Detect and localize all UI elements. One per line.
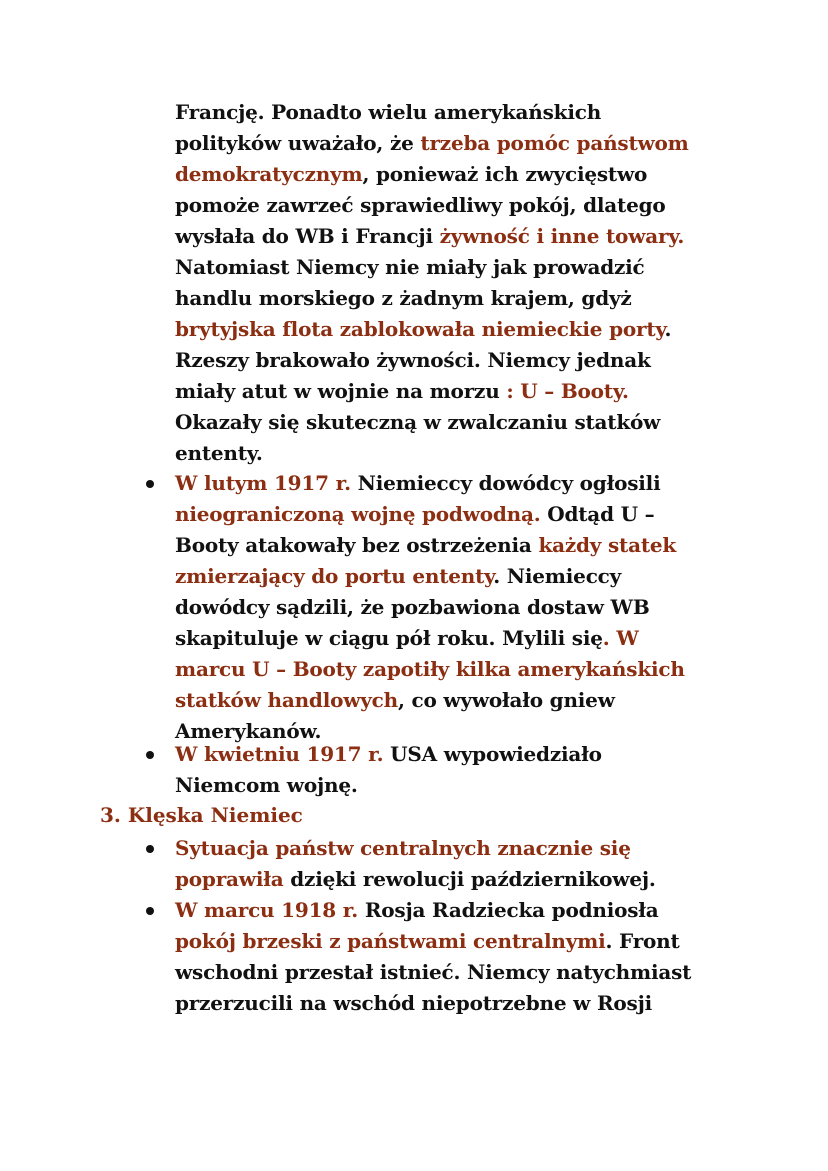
text-line <box>175 499 735 530</box>
highlighted-text: W kwietniu 1917 r. <box>175 742 384 766</box>
body-text: Amerykanów. <box>175 719 322 743</box>
text-line <box>175 988 735 1019</box>
body-text: Rzeszy brakowało żywności. Niemcy jednak <box>175 348 651 372</box>
bullet-item-sytuacja <box>175 833 735 895</box>
text-line <box>175 314 735 345</box>
text-line <box>175 190 735 221</box>
bullet-text <box>175 895 735 1019</box>
body-text: ententy. <box>175 441 263 465</box>
body-text: . Niemieccy <box>493 564 622 588</box>
intro-paragraph <box>175 97 735 469</box>
highlighted-text: : U – Booty. <box>506 379 629 403</box>
text-line <box>175 685 735 716</box>
body-text: . <box>664 317 672 341</box>
bullet-text <box>175 833 735 895</box>
text-line <box>175 957 735 988</box>
text-line <box>175 97 735 128</box>
highlighted-text: marcu U – Booty zapotiły kilka amerykańskich <box>175 657 685 681</box>
bullet-text <box>175 739 735 801</box>
text-line <box>175 128 735 159</box>
section-heading: 3. Klęska Niemiec <box>100 803 303 827</box>
highlighted-text: trzeba pomóc państwom <box>420 131 689 155</box>
body-text: Odtąd U – <box>540 502 655 526</box>
text-line <box>175 864 735 895</box>
bullet-dot-icon <box>146 751 154 759</box>
body-text: USA wypowiedziało <box>383 742 602 766</box>
highlighted-text: statków handlowych <box>175 688 398 712</box>
body-text: , ponieważ ich zwycięstwo <box>362 162 648 186</box>
body-text: miały atut w wojnie na morzu <box>175 379 507 403</box>
body-text: Okazały się skuteczną w zwalczaniu statków <box>175 410 661 434</box>
highlighted-text: każdy statek <box>538 533 677 557</box>
bullet-dot-icon <box>146 480 154 488</box>
bullet-dot-icon <box>146 845 154 853</box>
body-text: pomoże zawrzeć sprawiedliwy pokój, dlatego <box>175 193 666 217</box>
body-text: Rosja Radziecka podniosła <box>358 898 659 922</box>
body-text: wschodni przestał istnieć. Niemcy natychmiast <box>175 960 692 984</box>
body-text: polityków uważało, że <box>175 131 421 155</box>
highlighted-text: pokój brzeski z państwami centralnymi <box>175 929 606 953</box>
body-text: Niemcom wojnę. <box>175 773 358 797</box>
text-line <box>175 407 735 438</box>
body-text: wysłała do WB i Francji <box>175 224 440 248</box>
highlighted-text: W lutym 1917 r. <box>175 471 351 495</box>
body-text: , co wywołało gniew <box>398 688 615 712</box>
highlighted-text: Sytuacja państw centralnych znacznie się <box>175 836 631 860</box>
text-line <box>175 654 735 685</box>
bullet-text <box>175 468 735 747</box>
body-text: dzięki rewolucji październikowej. <box>283 867 656 891</box>
highlighted-text: W marcu 1918 r. <box>175 898 359 922</box>
bullet-item-kwietniu-1917 <box>175 739 735 801</box>
highlighted-text: brytyjska flota zablokowała niemieckie porty <box>175 317 665 341</box>
body-text: skapituluje w ciągu pół roku. Mylili się <box>175 626 603 650</box>
body-text: Francję. Ponadto wielu amerykańskich <box>175 100 602 124</box>
text-line <box>175 252 735 283</box>
text-line <box>175 895 735 926</box>
text-line <box>175 833 735 864</box>
text-line <box>175 345 735 376</box>
highlighted-text: zmierzający do portu ententy <box>175 564 494 588</box>
text-line <box>175 530 735 561</box>
body-text: Natomiast Niemcy nie miały jak prowadzić <box>175 255 645 279</box>
text-line <box>175 468 735 499</box>
text-line <box>175 926 735 957</box>
body-text: Booty atakowały bez ostrzeżenia <box>175 533 539 557</box>
text-line <box>175 623 735 654</box>
body-text: . Front <box>605 929 680 953</box>
body-text: dowódcy sądzili, że pozbawiona dostaw WB <box>175 595 650 619</box>
body-text: Niemieccy dowódcy ogłosili <box>350 471 661 495</box>
text-line <box>175 770 735 801</box>
text-line <box>175 283 735 314</box>
bullet-item-marcu-1918 <box>175 895 735 1019</box>
highlighted-text: nieograniczoną wojnę podwodną. <box>175 502 541 526</box>
highlighted-text: żywność i inne towary. <box>439 224 685 248</box>
text-line <box>175 561 735 592</box>
text-line <box>175 159 735 190</box>
bullet-item-lutym-1917 <box>175 468 735 747</box>
text-line <box>175 592 735 623</box>
highlighted-text: . W <box>602 626 639 650</box>
highlighted-text: poprawiła <box>175 867 284 891</box>
text-line <box>175 221 735 252</box>
text-line <box>175 438 735 469</box>
highlighted-text: demokratycznym <box>175 162 363 186</box>
text-line <box>175 376 735 407</box>
text-line <box>175 739 735 770</box>
body-text: handlu morskiego z żadnym krajem, gdyż <box>175 286 632 310</box>
body-text: przerzucili na wschód niepotrzebne w Rosji <box>175 991 653 1015</box>
bullet-dot-icon <box>146 907 154 915</box>
